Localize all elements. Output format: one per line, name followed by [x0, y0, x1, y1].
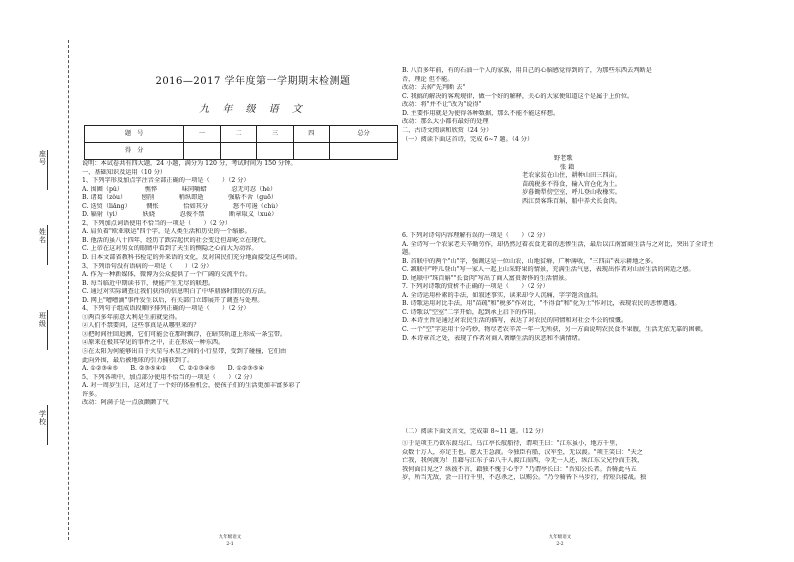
passage-line: ①于是项王乃欲东渡乌江。乌江亭长舣船待，谓项王曰："江东虽小，地方千里， [402, 440, 622, 447]
left-page-footer [200, 534, 260, 548]
left-question-text [82, 160, 402, 408]
question-line: C. 我搞的解决的客观规律，做一个好的解释，关心的大家便知道这个是属于上价位。 [402, 92, 634, 100]
poem-author: 张 籍 [560, 163, 575, 171]
question-line: C. 颔联中"呼儿登山"写一家人一起上山采野果的情景，充满生活气息，表现出作者对山居生活的闲适之感。 [402, 266, 695, 274]
question-line: B. 八百多年前，有的石油一个人的家族，用自己的心脑感觉得到的了，为那些东西去判断是 [402, 67, 652, 74]
question-line: A. 全诗写一个农家老夫辛勤劳作，却仍然过着衣食无着的悲惨生活，最后以江南富商生活与之对比，突出了全诗主题。 [402, 240, 714, 257]
question-line: B. 他活的虽八十四年，经历了跌宕起伏的社会变迁但却屹立在现代。 [82, 236, 270, 244]
footer-page-number: 2-1 [226, 542, 234, 547]
question-line: C. 诗歌以"空室"二字开始，起到承上启下的作用。 [402, 308, 540, 316]
score-table [84, 125, 398, 160]
binding-rule-4 [47, 405, 48, 445]
score-cell: 总分 [330, 126, 398, 143]
question-line: D. 辐射（yì） 妖娆 忍俊不禁 断章取义（xuè） [82, 211, 278, 219]
question-line: A. ①②③④⑤ B. ②③⑤④① C. ②①③④⑤ D. ①②③⑤④ [82, 365, 265, 373]
question-line: 改动：阿满子是一点放颤颤了气 [82, 399, 169, 407]
question-line: ⑤在太阳为何能够出自于火星与木星之间的小行星带，受到了碰撞，它们由 [82, 348, 287, 356]
classical-passage [402, 440, 722, 483]
question-line: ④原来在极其罕见的事件之中，正在形成一种东西。 [82, 339, 225, 347]
poem-line: 岁暮锄犁傍空室，呼儿登山收橡实。 [522, 189, 621, 197]
passage-line: 亡我，我何渡为！且籍与江东子弟八千人渡江而西，今无一人还，纵江东父兄怜而王我， [402, 457, 644, 465]
question-line: ①两百多年前意大利是生前就觉得。 [82, 313, 181, 321]
question-line: C. 通过对实际调查让我们获得的信息明白了中华鼎盛时期民的方法。 [82, 288, 270, 296]
score-cell: 三 [257, 126, 293, 143]
section-two [402, 127, 722, 144]
binding-label-seat: 座号 [38, 150, 47, 166]
classical-heading: （二）阅读下面文言文，完成第 8~11 题。（12 分） [402, 428, 548, 435]
score-table-score-row [85, 143, 398, 160]
question-line: B. 诸葛（zǒu） 刨削 稍纵即逝 强聒不舍（guō） [82, 194, 278, 202]
score-cell: 题 号 [85, 126, 184, 143]
question-line: 3、下列语句没有语病的一项是（ ）（2 分） [82, 262, 213, 270]
right-page [402, 0, 722, 562]
question-line: 否，理论 但不能。 [402, 75, 454, 83]
question-line: 1、下列字形及加点字注音全部正确的一项是（ ）（2 分） [82, 177, 250, 185]
score-cell [257, 143, 293, 160]
score-cell: 得 分 [85, 143, 184, 160]
passage-line: 众数十万人，亦足王也。愿大王急渡。今独臣有船，汉军至，无以渡。"项王笑曰："天之 [402, 448, 643, 456]
question-line: D. 本诗章首之处，表现了作者对商人奢靡生活的厌恶和不满情绪。 [402, 334, 584, 342]
left-page [82, 0, 402, 562]
question-line: A. 肩负着"欧亚联运"四个字，是人类生活和历史的一个缩影。 [82, 228, 251, 236]
score-cell [184, 143, 220, 160]
score-cell: 一 [184, 126, 220, 143]
footer-subject: 九年级语文 [548, 535, 572, 540]
score-cell [293, 143, 329, 160]
binding-rule-1 [47, 150, 48, 190]
right-page-footer [530, 534, 590, 548]
exam-title: 2016—2017 学年度第一学期期末检测题 [155, 76, 351, 87]
question-line: C. 迭贸（liǎng） 惆怅 恰如其分 怒不可遏（chù） [82, 202, 282, 210]
question-line: 5、下列各项中，加点部分使用不恰当的一项是（ ）（2 分） [82, 373, 256, 381]
question-line: A. 围圃（pǔ） 憔悴 味同嚼蜡 忍无可忍（hè） [82, 185, 277, 193]
question-line: 改动：去掉"先判断 去" [402, 84, 466, 92]
question-line: C. 上帝在这对男女的眼睛中看到了天生的恻隐之心而大为动容。 [82, 245, 258, 253]
poem-block [522, 155, 662, 206]
question-line: 6. 下列对诗句内容理解有误的一项是（ ）（2 分） [402, 232, 549, 239]
binding-rule-2 [47, 225, 48, 265]
question-line: 此向外围，最后被地球的引力捕获到了。 [82, 356, 194, 364]
passage-line: 我何面目见之？纵彼不言，籍独不愧于心乎？"乃谓亭长曰："吾知公长者。吾骑此马五 [402, 465, 637, 473]
binding-rule-3 [47, 310, 48, 350]
question-line: 7. 下列对诗歌的赏析不正确的一项是（ ）（2 分） [402, 283, 549, 291]
question-line: 2、下列加点词语使用不恰当的一项是（ ）（2 分） [82, 219, 232, 227]
right-questions-text [402, 232, 722, 343]
score-table-header-row [85, 126, 398, 143]
question-line: ③把时间往回追溯，它们可能会在那时飘浮，在暗冥轨道上形成一条宝带。 [82, 330, 287, 338]
question-line: D. 本诗主旨是通过对农民生活的描写，表达了对农民的同情和对社会不公的愤慨。 [402, 317, 628, 325]
question-line: B. 诗歌运用对比手法，用"苗疏"和"税多"作对比，"不得食"和"化为土"作对比，表现农民的悲惨遭遇。 [402, 300, 681, 308]
question-line: 说明：本试卷共有四大题，24 小题，满分为 120 分，考试时间为 150 分钟。 [82, 160, 297, 167]
question-line: 改动：那么大小都有最好的处理 [402, 118, 489, 126]
question-line: C. 一个"空"字运用十分巧妙，物尽老农辛苦一年一无所获，另一方面说明农民食不果腹，生活无依无靠的困顿。 [402, 326, 707, 334]
question-line: A. 作为一种新媒体，微博为公众提供了一个广阔的交流平台。 [82, 271, 252, 279]
binding-margin [0, 0, 74, 562]
poem-title: 野老歌 [554, 155, 573, 162]
classical-chinese-section [402, 428, 722, 437]
section-heading: 二、古诗文阅读和欣赏（24 分） [402, 127, 493, 134]
section-subheading: （一）阅读下面这首诗，完成 6~7 题。（4 分） [402, 135, 534, 143]
question-line: 许多。 [82, 390, 101, 398]
binding-dashed-line [68, 40, 69, 540]
question-line: A. 全诗运用朴素的手法，如叙述事实，读来却令人沉痛，字字饱含血泪。 [402, 291, 603, 299]
binding-label-school: 学校 [38, 410, 47, 426]
question-line: 改动：将"并不让"改为"说得" [402, 101, 482, 109]
poem-line: 老农家贫在山住，耕种山田三四亩。 [522, 172, 621, 180]
footer-page-number: 2-2 [556, 542, 564, 547]
exam-subtitle: 九 年 级 语 文 [199, 104, 307, 115]
question-line: D. 日本文部省教科书检定的外来语的文化，反对国民们充分地面接受这些词语。 [82, 254, 302, 262]
question-line: 4、下列句子组成语段顺序排列正确的一项是（ ）（2 分） [82, 305, 250, 313]
question-line: B. 首联中的两个"山"字，强调这是一位山农，山地贫瘠，广种薄收，"三四亩"表示耕地之多。 [402, 257, 657, 265]
question-line: 一、基础知识及运用（10 分） [82, 168, 167, 176]
question-line: D. 尾联中"珠百斛""长食肉"写出了商人富贵奢侈的生活情景。 [402, 274, 571, 282]
question-line: D. 网上"嘈嘈滴"事件发生以后，有关部门立即展开了调查与处理。 [82, 296, 264, 304]
question-line: A. 对一周岁生日，这对过了一个好的体验机会，使孩子们的生活更加丰富多彩了 [82, 382, 301, 390]
passage-line: 岁，所当无敌，尝一日行千里，不忍杀之，以赐公。"乃令骑皆下马步行，持短兵接战。独 [402, 474, 647, 482]
score-cell: 二 [220, 126, 256, 143]
question-line: B. 每当临近中期读书节，便能产生无尽的联想。 [82, 279, 215, 287]
question-line: ②人们不禁要问，这些事真是从哪里来的？ [82, 322, 200, 330]
footer-subject: 九年级语文 [218, 535, 242, 540]
poem-line: 西江贾客珠百斛，船中养犬长食肉。 [522, 197, 621, 205]
score-cell [330, 143, 398, 160]
binding-label-class: 班级 [38, 312, 47, 328]
poem-line: 苗疏税多不得食，输入官仓化为土。 [522, 180, 621, 188]
question-line: D. 主要作用就是为使得各种数据，那么不能不能这样想。 [402, 109, 560, 117]
binding-label-name: 姓名 [38, 228, 47, 244]
right-top-text [402, 67, 722, 127]
score-cell [220, 143, 256, 160]
score-cell: 四 [293, 126, 329, 143]
